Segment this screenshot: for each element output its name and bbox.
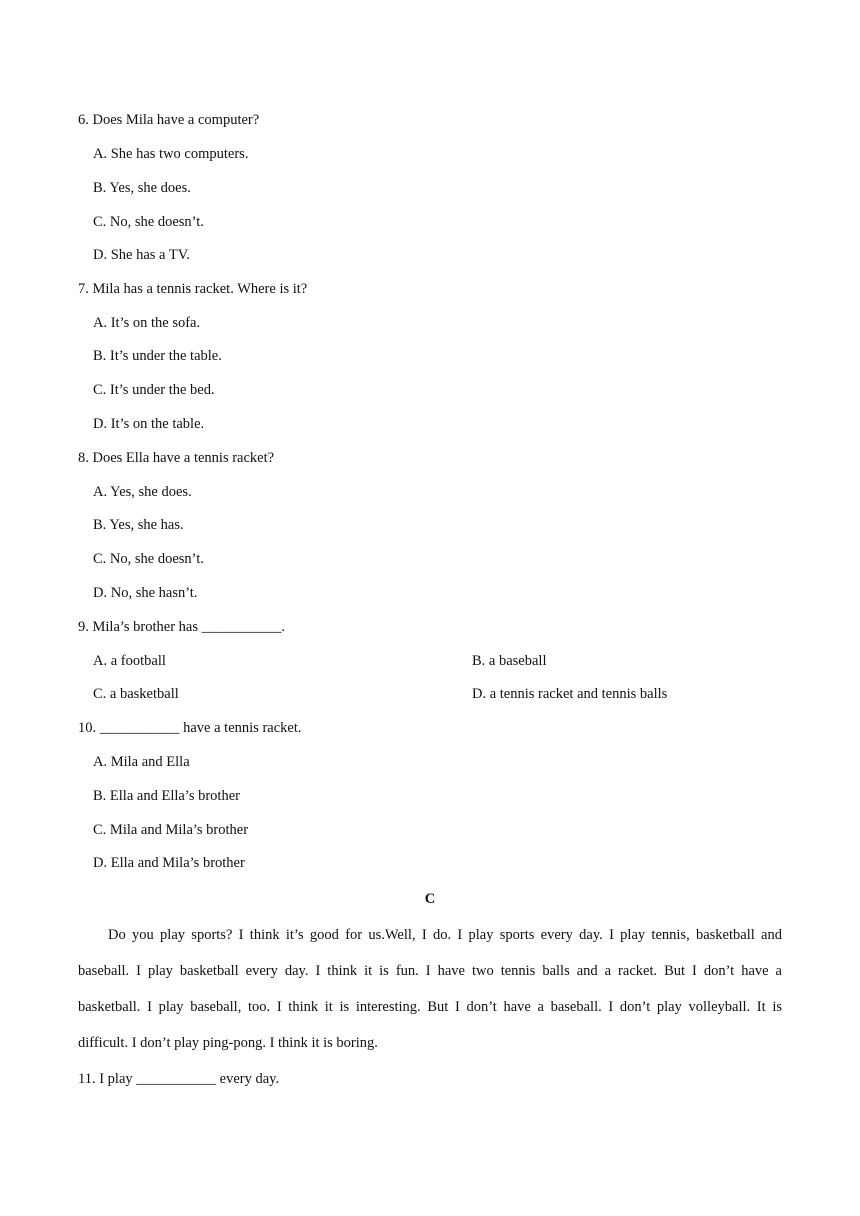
passage-line: difficult. I don’t play ping-pong. I think it is boring.: [78, 1035, 378, 1051]
question-6-option-a: A. She has two computers.: [93, 146, 249, 162]
passage-line: basketball. I play baseball, too. I think it is interesting. But I don’t have a baseball. I don’t play volleyball. It is: [78, 999, 782, 1015]
question-6-stem: 6. Does Mila have a computer?: [78, 112, 260, 128]
question-9-option-b: B. a baseball: [472, 653, 547, 669]
question-10-option-b: B. Ella and Ella’s brother: [93, 788, 240, 804]
question-7-option-a: A. It’s on the sofa.: [93, 315, 201, 331]
question-6-option-c: C. No, she doesn’t.: [93, 214, 204, 230]
question-9-stem: 9. Mila’s brother has ___________.: [78, 619, 286, 635]
question-8-stem: 8. Does Ella have a tennis racket?: [78, 450, 275, 466]
question-11-stem: 11. I play ___________ every day.: [78, 1071, 280, 1087]
question-7-option-b: B. It’s under the table.: [93, 348, 222, 364]
question-8-option-d: D. No, she hasn’t.: [93, 585, 198, 601]
question-8-option-c: C. No, she doesn’t.: [93, 551, 204, 567]
question-6-option-d: D. She has a TV.: [93, 247, 190, 263]
question-10-stem: 10. ___________ have a tennis racket.: [78, 720, 302, 736]
question-10-option-d: D. Ella and Mila’s brother: [93, 855, 245, 871]
question-10-option-a: A. Mila and Ella: [93, 754, 190, 770]
question-7-option-c: C. It’s under the bed.: [93, 382, 215, 398]
question-9-option-c: C. a basketball: [93, 686, 179, 702]
question-8-option-a: A. Yes, she does.: [93, 484, 192, 500]
question-7-option-d: D. It’s on the table.: [93, 416, 205, 432]
question-10-option-c: C. Mila and Mila’s brother: [93, 822, 249, 838]
question-9-option-a: A. a football: [93, 653, 166, 669]
question-6-option-b: B. Yes, she does.: [93, 180, 191, 196]
question-8-option-b: B. Yes, she has.: [93, 517, 184, 533]
question-7-stem: 7. Mila has a tennis racket. Where is it?: [78, 281, 308, 297]
question-9-option-d: D. a tennis racket and tennis balls: [472, 686, 668, 702]
section-c-passage: [78, 926, 782, 1070]
section-c-title: C: [424, 891, 436, 907]
passage-line: Do you play sports? I think it’s good for us.Well, I do. I play sports every day. I play tennis, basketball and: [108, 927, 782, 943]
passage-line: baseball. I play basketball every day. I think it is fun. I have two tennis balls and a racket. But I don’t have a: [78, 963, 782, 979]
